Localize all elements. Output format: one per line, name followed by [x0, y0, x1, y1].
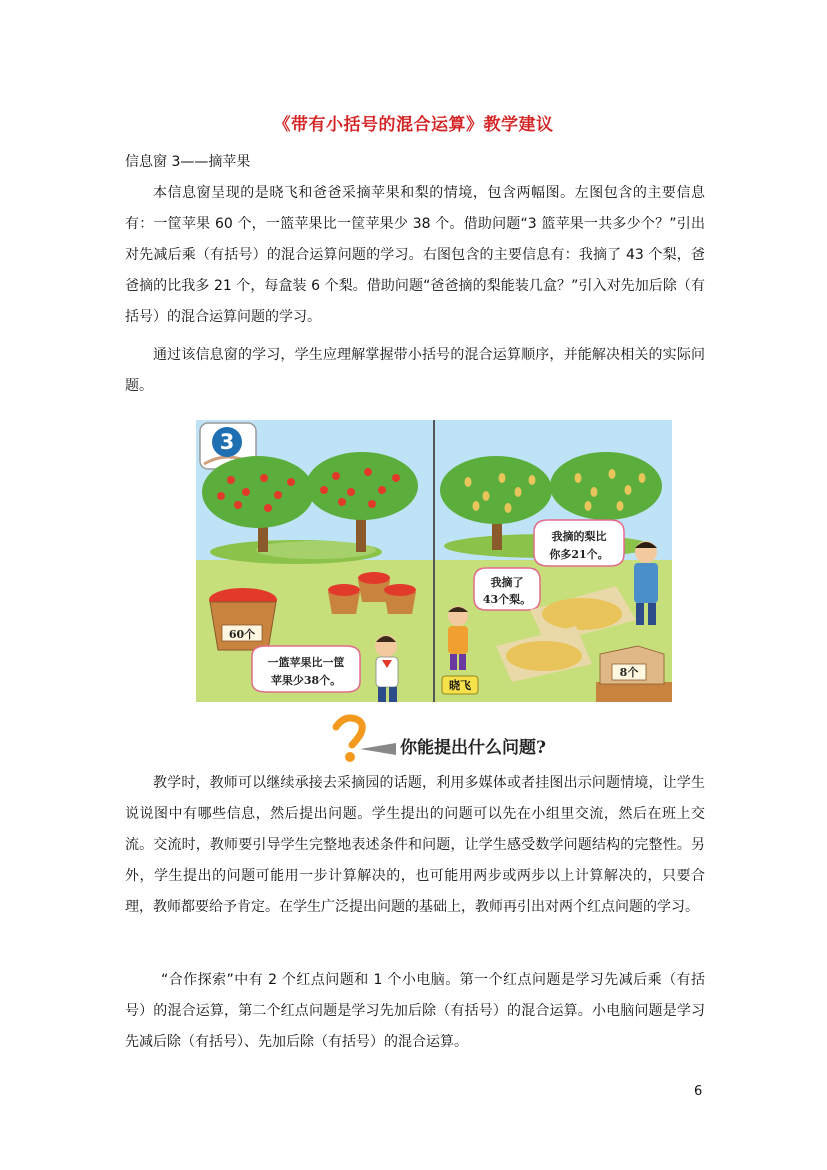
paragraph-3: 教学时，教师可以继续承接去采摘园的话题，利用多媒体或者挂图出示问题情境，让学生说说图中有哪些信息，然后提出问题。学生提出的问题可以先在小组里交流，然后在班上交流。交流时，教师要引导学生完整地表述条件和问题，让学生感受数学问题结构的完整性。另外，学生提出的问题可能用一步计算解决的，也可能用两步或两步以上计算解决的，只要合理，教师都要给予肯定。在学生广泛提出问题的基础上，教师再引出对两个红点问题的学习。 [125, 775, 705, 915]
left-bubble-line-1: 一篮苹果比一筐 [267, 656, 345, 669]
question-banner-text: 你能提出什么问题? [400, 738, 546, 758]
page-title: 《带有小括号的混合运算》教学建议 [273, 115, 554, 135]
speech-bubble-dad [534, 520, 624, 566]
basket-label: 60个 [228, 628, 256, 641]
info-window-illustration [196, 420, 672, 702]
window-number: 3 [219, 430, 235, 454]
paragraph-2: 通过该信息窗的学习，学生应理解掌握带小括号的混合运算顺序，并能解决相关的实际问题。 [125, 347, 705, 394]
apple-big-basket [209, 588, 277, 650]
kid-name-label: 晓飞 [449, 679, 471, 692]
dad-bubble-line-2: 你多21个。 [549, 548, 609, 561]
box-label: 8个 [619, 666, 639, 679]
kid-bubble-line-1: 我摘了 [490, 576, 524, 589]
question-banner [330, 713, 590, 765]
question-mark-icon [336, 718, 362, 762]
page-number: 6 [694, 1084, 703, 1099]
subheading: 信息窗 3——摘苹果 [125, 154, 251, 170]
left-bubble-line-2: 苹果少38个。 [270, 674, 342, 687]
pear-box [596, 646, 672, 702]
speech-bubble-kid [474, 568, 540, 610]
dad-bubble-line-1: 我摘的梨比 [551, 530, 607, 543]
paragraph-4: “合作探索”中有 2 个红点问题和 1 个小电脑。第一个红点问题是学习先减后乘（有括号）的混合运算，第二个红点问题是学习先加后除（有括号）的混合运算。小电脑问题是学习先减后除（有括号）、先加后除（有括号）的混合运算。 [125, 972, 705, 1050]
speech-bubble-left [252, 646, 360, 692]
kid-bubble-line-2: 43个梨。 [482, 593, 532, 606]
paragraph-1: 本信息窗呈现的是晓飞和爸爸采摘苹果和梨的情境，包含两幅图。左图包含的主要信息有：一筐苹果 60 个，一篮苹果比一筐苹果少 38 个。借助问题“3 篮苹果一共多少个？”引出对先减后乘（有括号）的混合运算问题的学习。右图包含的主要信息有：我摘了 43 个梨，爸爸摘的比我多 21 个，每盒装 6 个梨。借助问题“爸爸摘的梨能装几盒？”引入对先加后除（有括号）的混合运算问题的学习。 [125, 185, 705, 325]
